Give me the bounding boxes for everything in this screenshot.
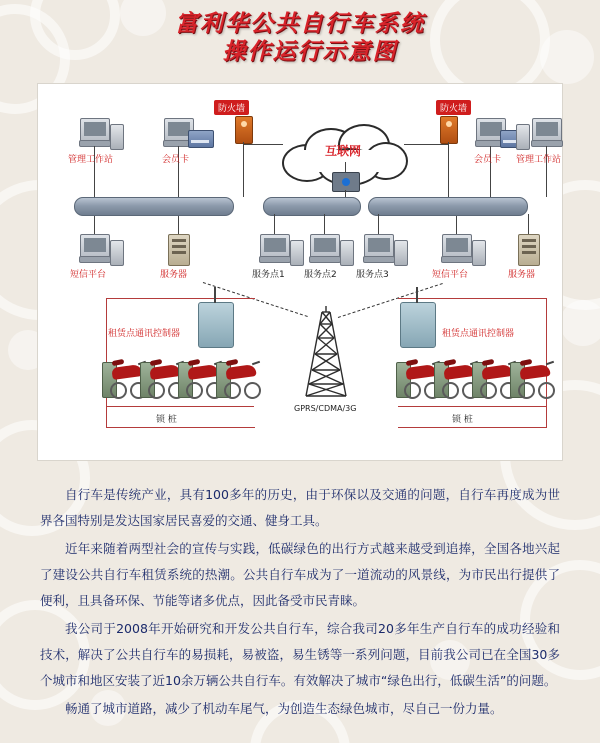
bus-left	[74, 197, 234, 216]
sms-platform-right-label: 短信平台	[432, 270, 469, 280]
controller-right-label: 租赁点通讯控制器	[442, 329, 515, 339]
title-line-1: 富利华公共自行车系统	[175, 11, 425, 37]
service-point-3-label: 服务点3	[356, 270, 389, 280]
sms-platform-left-label: 短信平台	[70, 270, 107, 280]
bus-right	[368, 197, 528, 216]
server-right-label: 服务器	[508, 270, 536, 280]
server-left-label: 服务器	[160, 270, 188, 280]
article-paragraph-4: 畅通了城市道路，减少了机动车尾气，为创造生态绿色城市，尽自己一份力量。	[65, 701, 503, 716]
bike-right-4	[508, 356, 554, 398]
internet-label: 互联网	[324, 144, 361, 158]
server-right-icon	[518, 234, 540, 266]
radio-tower-icon	[296, 306, 356, 402]
firewall-left-icon	[235, 116, 253, 144]
controller-left-icon	[198, 302, 234, 348]
workstation-right-label: 管理工作站	[516, 155, 562, 165]
controller-right-icon	[400, 302, 436, 348]
workstation-left-label: 管理工作站	[68, 155, 114, 165]
service-point-2-label: 服务点2	[304, 270, 337, 280]
firewall-right-icon	[440, 116, 458, 144]
lock-left-label: 锁 桩	[156, 415, 177, 425]
lock-right-label: 锁 桩	[452, 415, 473, 425]
article-body	[40, 482, 560, 724]
article-paragraph-2: 近年来随着两型社会的宣传与实践，低碳绿色的出行方式越来越受到追捧，全国各地兴起了建设公共自行车租赁系统的热潮。公共自行车成为了一道流动的风景线，为市民出行提供了便利，且具备环保、节能等诸多优点，因此备受市民青睐。	[40, 541, 560, 608]
bike-left-4	[214, 356, 260, 398]
article-paragraph-1: 自行车是传统产业，具有100多年的历史，由于环保以及交通的问题，自行车再度成为世界各国特别是发达国家居民喜爱的交通、健身工具。	[40, 487, 560, 528]
server-left-icon	[168, 234, 190, 266]
wireless-network-label: GPRS/CDMA/3G	[294, 404, 357, 413]
firewall-left-label: 防火墙	[214, 100, 249, 115]
bus-middle	[263, 197, 361, 216]
title-line-2: 操作运行示意图	[222, 39, 398, 65]
service-point-1-label: 服务点1	[252, 270, 285, 280]
router-icon	[332, 172, 360, 192]
controller-left-label: 租赁点通讯控制器	[108, 329, 181, 339]
system-diagram	[38, 84, 562, 460]
member-card-left-label: 会员卡	[162, 155, 190, 165]
member-card-right-label: 会员卡	[474, 155, 502, 165]
firewall-right-label: 防火墙	[436, 100, 471, 115]
page-title	[0, 10, 600, 66]
article-paragraph-3: 我公司于2008年开始研究和开发公共自行车，综合我司20多年生产自行车的成功经验和技术，解决了公共自行车的易损耗，易被盗，易生锈等一系列问题，目前我公司已在全国30多个城市和地区安装了近10余万辆公共自行车。有效解决了城市“绿色出行，低碳生活”的问题。	[40, 621, 560, 688]
